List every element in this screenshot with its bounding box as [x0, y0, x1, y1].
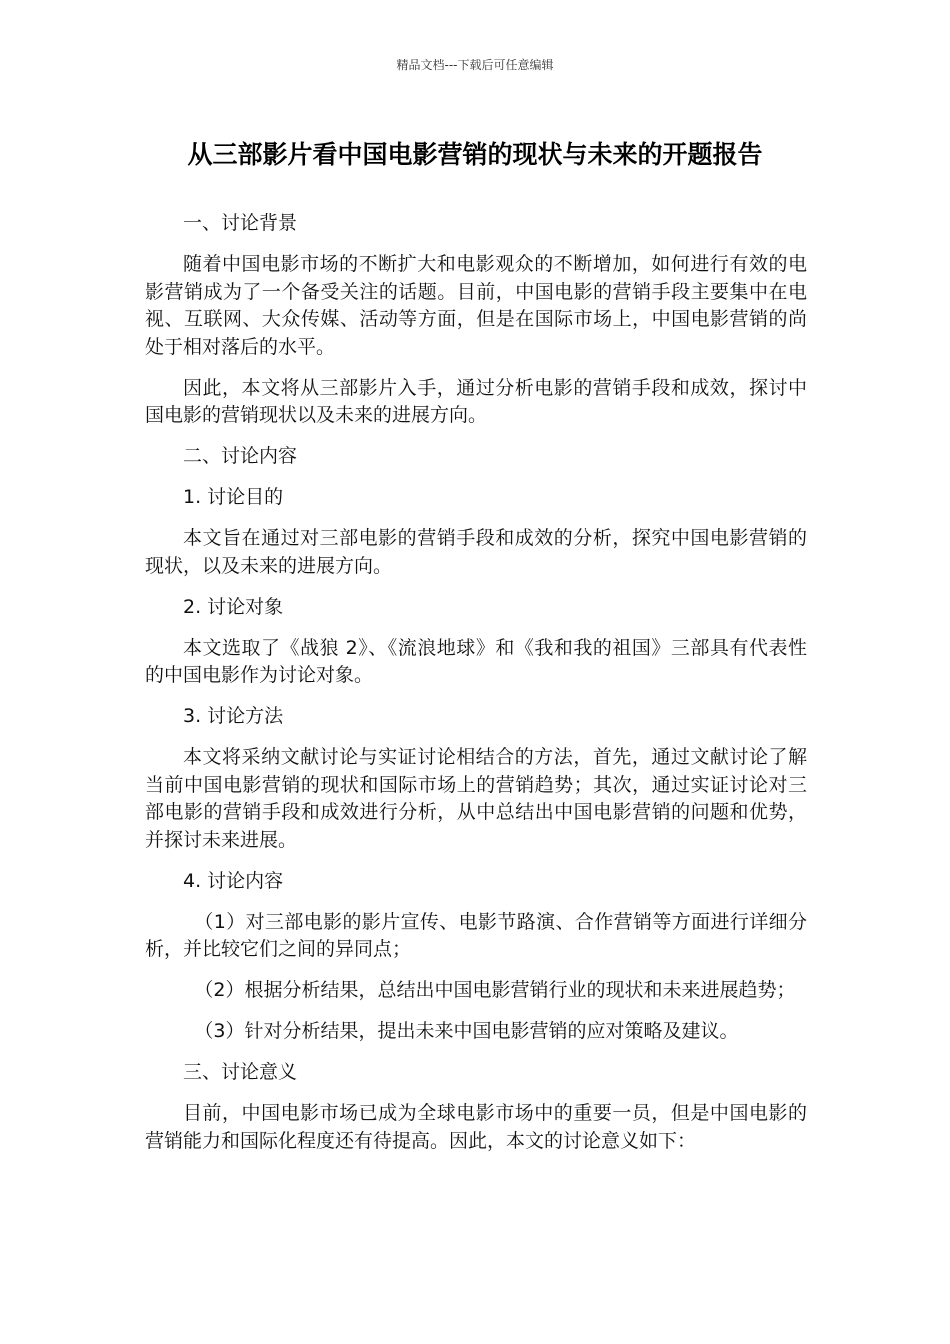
- section-heading-significance: 三、讨论意义: [183, 1061, 298, 1083]
- page-header: 精品文档---下载后可任意编辑: [396, 58, 554, 72]
- subheading-method: 3. 讨论方法: [183, 705, 284, 727]
- document-title: 从三部影片看中国电影营销的现状与未来的开题报告: [187, 140, 763, 169]
- paragraph-significance: 目前，中国电影市场已成为全球电影市场中的重要一员，但是中国电影的营销能力和国际化程度还有待提高。因此，本文的讨论意义如下：: [145, 1102, 807, 1152]
- document-body: [145, 210, 807, 1169]
- paragraph-subject: 本文选取了《战狼 2》、《流浪地球》和《我和我的祖国》三部具有代表性的中国电影作为讨论对象。: [145, 636, 807, 686]
- section-heading-background: 一、讨论背景: [183, 212, 298, 234]
- paragraph-purpose-intro: 因此，本文将从三部影片入手，通过分析电影的营销手段和成效，探讨中国电影的营销现状以及未来的进展方向。: [145, 376, 807, 426]
- list-item-1: （1）对三部电影的影片宣传、电影节路演、合作营销等方面进行详细分析，并比较它们之间的异同点；: [145, 910, 807, 960]
- paragraph-objective: 本文旨在通过对三部电影的营销手段和成效的分析，探究中国电影营销的现状，以及未来的进展方向。: [145, 527, 807, 577]
- paragraph-method: 本文将采纳文献讨论与实证讨论相结合的方法，首先，通过文献讨论了解当前中国电影营销的现状和国际市场上的营销趋势；其次，通过实证讨论对三部电影的营销手段和成效进行分析，从中总结出中国电影营销的问题和优势，并探讨未来进展。: [145, 746, 807, 851]
- subheading-subject: 2. 讨论对象: [183, 595, 284, 618]
- paragraph-background: 随着中国电影市场的不断扩大和电影观众的不断增加，如何进行有效的电影营销成为了一个备受关注的话题。目前，中国电影的营销手段主要集中在电视、互联网、大众传媒、活动等方面，但是在国际市场上，中国电影营销的尚处于相对落后的水平。: [145, 253, 807, 358]
- subheading-content: 4. 讨论内容: [183, 869, 284, 892]
- section-heading-content: 二、讨论内容: [183, 445, 298, 467]
- list-item-3: （3）针对分析结果，提出未来中国电影营销的应对策略及建议。: [194, 1020, 739, 1042]
- list-item-2: （2）根据分析结果，总结出中国电影营销行业的现状和未来进展趋势；: [194, 979, 796, 1001]
- subheading-objective: 1. 讨论目的: [183, 486, 284, 508]
